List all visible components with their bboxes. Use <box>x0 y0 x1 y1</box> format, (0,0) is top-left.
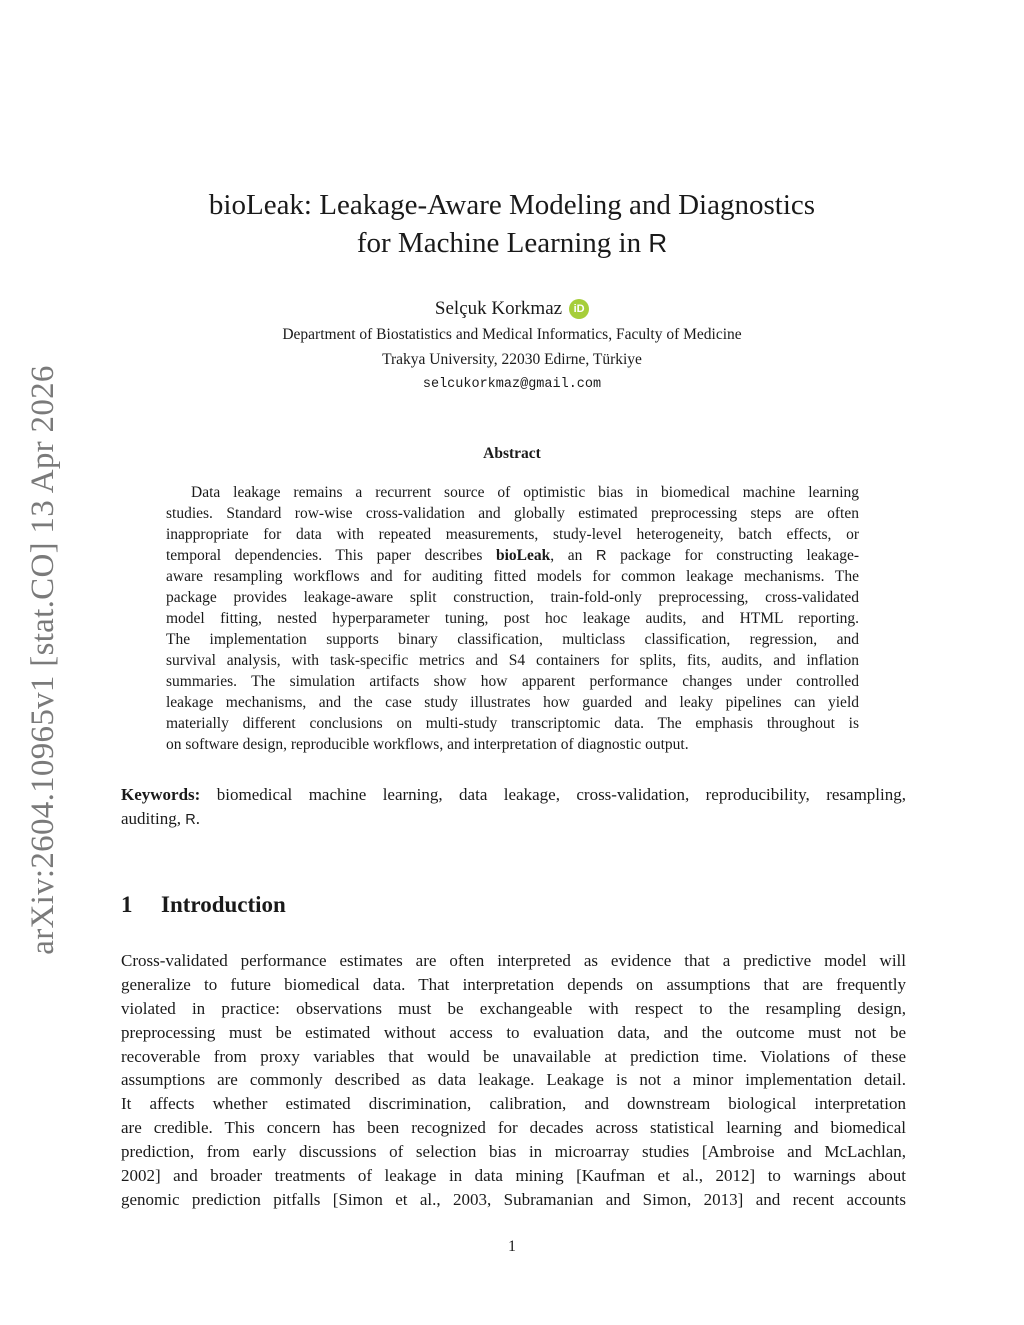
keywords-line-2 <box>121 807 906 832</box>
intro-line: Cross-validated performance estimates are often interpreted as evidence that a predictive model will <box>121 951 906 970</box>
abstract-line <box>166 545 859 566</box>
abstract-heading: Abstract <box>483 445 541 462</box>
intro-line: recoverable from proxy variables that would be unavailable at prediction time. Violations of these <box>121 1046 906 1066</box>
arxiv-stamp-text: arXiv:2604.10965v1 [stat.CO] 13 Apr 2026 <box>25 365 61 955</box>
abstract-line: aware resampling workflows and for auditing fitted models for common leakage mechanisms. The <box>166 568 859 585</box>
intro-line: 2002] and broader treatments of leakage in data mining [Kaufman et al., 2012] to warnings about <box>121 1166 906 1186</box>
abstract-line: The implementation supports binary classification, multiclass classification, regression, and <box>166 631 859 648</box>
intro-line: preprocessing must be estimated without access to evaluation data, and the outcome must not be <box>121 1022 906 1042</box>
author-block <box>0 296 1024 397</box>
keywords-line-2-end: . <box>195 809 200 828</box>
author-email[interactable]: selcukorkmaz@gmail.com <box>422 377 602 392</box>
section-number: 1 <box>121 892 133 917</box>
section-heading <box>121 890 286 920</box>
keywords-label: Keywords: <box>121 785 201 804</box>
affiliation-line-1: Department of Biostatistics and Medical Informatics, Faculty of Medicine <box>282 326 742 343</box>
orcid-icon[interactable]: iD <box>569 299 589 319</box>
title-line-2-text: for Machine Learning in <box>356 227 649 259</box>
abstract-line-4-tail: package for constructing leakage- <box>606 547 859 564</box>
intro-line: It affects whether estimated discrimination, calibration, and downstream biological interpretation <box>121 1094 906 1114</box>
abstract-line-4-start: temporal dependencies. This paper describes <box>166 547 496 564</box>
abstract-line: materially different conclusions on multi-study transcriptomic data. The emphasis throughout is <box>166 715 859 732</box>
affiliation-line-2: Trakya University, 22030 Edirne, Türkiye <box>382 351 642 368</box>
package-name: bioLeak <box>495 547 551 564</box>
author-name: Selçuk Korkmaz <box>434 298 563 319</box>
abstract-line: model fitting, nested hyperparameter tuning, post hoc leakage audits, and HTML reporting. <box>166 610 859 627</box>
abstract-line: survival analysis, with task-specific metrics and S4 containers for splits, fits, audits, and inflation <box>166 652 859 669</box>
page-number: 1 <box>508 1238 516 1255</box>
introduction-body <box>121 949 906 1212</box>
title-line-1: bioLeak: Leakage-Aware Modeling and Diagnostics <box>208 189 816 221</box>
intro-line: prediction, from early discussions of selection bias in microarray studies [Ambroise and McLachlan, <box>121 1142 906 1162</box>
abstract-r-language: R <box>596 548 607 564</box>
abstract-line: Data leakage remains a recurrent source of optimistic bias in biomedical machine learning <box>191 484 859 501</box>
title-line-2 <box>0 224 1024 262</box>
abstract-line-4-mid: , an <box>550 547 597 564</box>
abstract-body <box>166 482 859 755</box>
abstract-line: summaries. The simulation artifacts show how apparent performance changes under controlled <box>166 673 859 690</box>
abstract-line: on software design, reproducible workflows, and interpretation of diagnostic output. <box>166 736 689 753</box>
keywords-line-2-text: auditing, <box>121 809 186 828</box>
intro-line: assumptions are commonly described as data leakage. Leakage is not a minor implementation detail. <box>121 1070 906 1090</box>
paper-title <box>0 186 1024 262</box>
intro-line: violated in practice: observations must be exchangeable with respect to the resampling design, <box>121 998 906 1018</box>
abstract-line: studies. Standard row-wise cross-validation and globally estimated preprocessing steps are often <box>166 505 859 522</box>
abstract-line: inappropriate for data with repeated measurements, study-level heterogeneity, batch effects, or <box>166 526 859 543</box>
intro-line: genomic prediction pitfalls [Simon et al., 2003, Subramanian and Simon, 2013] and recent accounts <box>121 1189 906 1209</box>
intro-line: generalize to future biomedical data. That interpretation depends on assumptions that are frequently <box>121 974 906 994</box>
intro-line: are credible. This concern has been recognized for decades across statistical learning and biomedical <box>121 1118 906 1138</box>
keywords-block <box>121 783 906 832</box>
section-title: Introduction <box>161 892 286 917</box>
abstract-line: package provides leakage-aware split construction, train-fold-only preprocessing, cross-validated <box>166 589 859 606</box>
keywords-r-language: R <box>185 812 196 828</box>
keywords-line-1 <box>121 783 906 807</box>
keywords-text: biomedical machine learning, data leakage, cross-validation, reproducibility, resampling, <box>200 785 906 804</box>
abstract-line: leakage mechanisms, and the case study illustrates how guarded and leaky pipelines can yield <box>166 694 859 711</box>
title-r-language: R <box>648 228 668 258</box>
author-name-row <box>435 296 589 322</box>
